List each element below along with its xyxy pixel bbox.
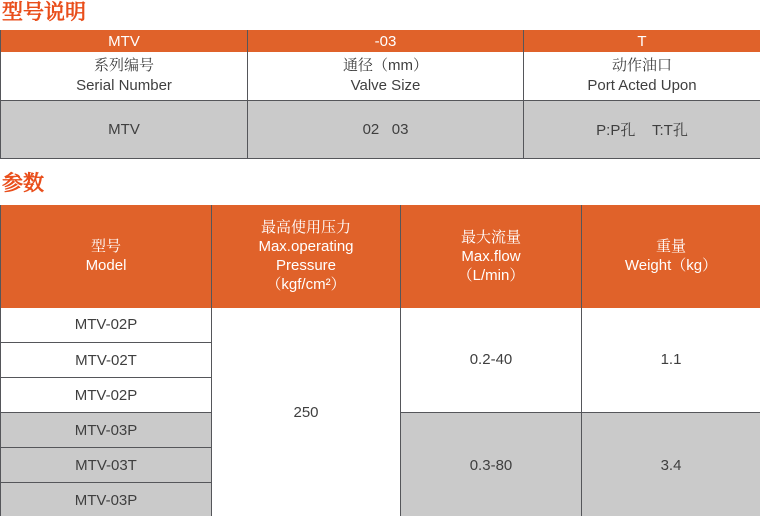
size-options-cell: 02 03: [248, 100, 524, 158]
model-code-row: [1, 30, 760, 52]
port-acted-label-zh: 动作油口: [611, 56, 672, 74]
model-description-row: [1, 52, 760, 100]
table-row: [1, 308, 760, 343]
model-code-size: -03: [248, 30, 524, 52]
col-header-model-en: Model: [85, 257, 127, 274]
parameters-table: [0, 205, 760, 516]
weight-value-cell-03: 3.4: [582, 413, 760, 516]
serial-number-label-en: Serial Number: [76, 76, 172, 94]
col-header-model: [1, 205, 212, 308]
valve-size-label-en: Valve Size: [350, 76, 421, 94]
port-acted-label-en: Port Acted Upon: [587, 76, 697, 94]
col-header-pressure: [212, 205, 401, 308]
col-header-pressure-zh: 最高使用压力: [260, 219, 351, 236]
model-code-series: MTV: [1, 30, 248, 52]
col-header-flow-unit: （L/min）: [457, 266, 525, 284]
col-header-weight-zh: 重量: [655, 238, 686, 255]
parameters-header-row: [1, 205, 760, 308]
model-cell: MTV-02T: [1, 343, 212, 378]
serial-number-label-cell: [1, 52, 248, 100]
col-header-pressure-unit: （kgf/cm²）: [266, 276, 346, 293]
model-cell: MTV-03T: [1, 448, 212, 483]
col-header-flow-en: Max.flow: [461, 247, 521, 265]
pressure-value-cell: 250: [212, 308, 401, 516]
col-header-model-zh: 型号: [90, 238, 121, 255]
valve-size-label-cell: [248, 52, 524, 100]
model-explanation-title: 型号说明: [2, 1, 86, 24]
col-header-weight: [582, 205, 760, 308]
flow-value-cell-02: 0.2-40: [401, 308, 582, 413]
serial-number-label-zh: 系列编号: [93, 56, 154, 74]
weight-value-cell-02: 1.1: [582, 308, 760, 413]
model-cell: MTV-02P: [1, 308, 212, 343]
model-cell: MTV-03P: [1, 483, 212, 516]
col-header-pressure-en2: Pressure: [275, 257, 337, 274]
model-cell: MTV-03P: [1, 413, 212, 448]
port-acted-label-cell: [524, 52, 760, 100]
model-values-row: [1, 100, 760, 158]
port-options-cell: P:P孔 T:T孔: [524, 100, 760, 158]
series-value-cell: MTV: [1, 100, 248, 158]
model-explanation-table: [0, 30, 760, 159]
col-header-pressure-en1: Max.operating: [258, 238, 354, 255]
col-header-flow-zh: 最大流量: [460, 228, 521, 246]
model-cell: MTV-02P: [1, 378, 212, 413]
model-code-port: T: [524, 30, 760, 52]
col-header-weight-en: Weight（kg）: [624, 257, 718, 274]
valve-size-label-zh: 通径（mm）: [343, 56, 428, 74]
parameters-title: 参数: [2, 171, 44, 195]
flow-value-cell-03: 0.3-80: [401, 413, 582, 516]
col-header-flow: [401, 205, 582, 308]
